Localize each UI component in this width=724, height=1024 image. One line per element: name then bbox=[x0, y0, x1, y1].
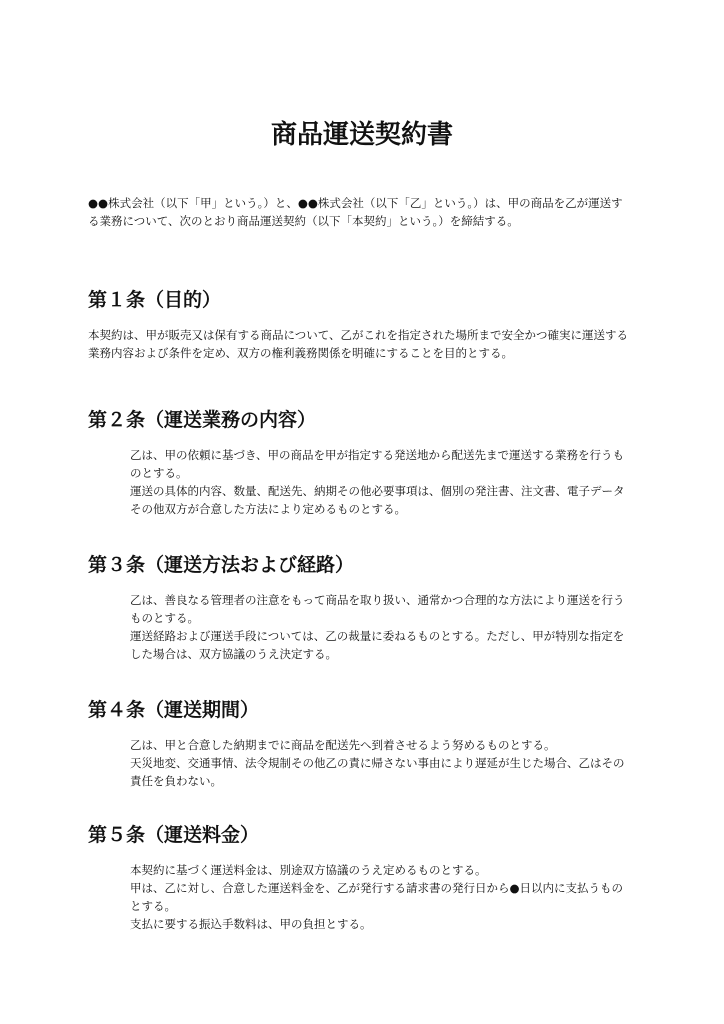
article-3 bbox=[88, 552, 633, 663]
article-paragraph: 本契約に基づく運送料金は、別途双方協議のうえ定めるものとする。 bbox=[130, 863, 487, 877]
preamble: ●●株式会社（以下「甲」という。）と、●●株式会社（以下「乙」という。）は、甲の商品を乙が運送する業務について、次のとおり商品運送契約（以下「本契約」という。）を締結する。 bbox=[88, 196, 623, 228]
article-1 bbox=[88, 287, 633, 362]
article-paragraph: 乙は、甲の依頼に基づき、甲の商品を甲が指定する発送地から配送先まで運送する業務を行うものとする。 bbox=[130, 448, 625, 480]
article-body bbox=[88, 446, 633, 518]
article-body bbox=[88, 326, 633, 362]
article-paragraph: 本契約は、甲が販売又は保有する商品について、乙がこれを指定された場所まで安全かつ確実に運送する業務内容および条件を定め、双方の権利義務関係を明確にすることを目的とする。 bbox=[88, 328, 629, 360]
article-body bbox=[88, 736, 633, 790]
document-title: 商品運送契約書 bbox=[270, 120, 453, 150]
article-paragraph: 天災地変、交通事情、法令規制その他乙の責に帰さない事由により遅延が生じた場合、乙はその責任を負わない。 bbox=[130, 756, 625, 788]
article-paragraph: 運送経路および運送手段については、乙の裁量に委ねるものとする。ただし、甲が特別な指定をした場合は、双方協議のうえ決定する。 bbox=[130, 629, 625, 661]
article-body bbox=[88, 861, 633, 933]
article-2 bbox=[88, 407, 633, 518]
article-heading: 第５条（運送料金） bbox=[88, 824, 260, 846]
article-4 bbox=[88, 697, 633, 790]
article-paragraph: 乙は、善良なる管理者の注意をもって商品を取り扱い、通常かつ合理的な方法により運送を行うものとする。 bbox=[130, 593, 625, 625]
article-heading: 第２条（運送業務の内容） bbox=[88, 409, 317, 431]
article-paragraph: 支払に要する振込手数料は、甲の負担とする。 bbox=[130, 917, 372, 931]
article-paragraph: 運送の具体的内容、数量、配送先、納期その他必要事項は、個別の発注書、注文書、電子データその他双方が合意した方法により定めるものとする。 bbox=[130, 484, 625, 516]
article-paragraph: 乙は、甲と合意した納期までに商品を配送先へ到着させるよう努めるものとする。 bbox=[130, 738, 556, 752]
article-heading: 第４条（運送期間） bbox=[88, 699, 260, 721]
article-5 bbox=[88, 822, 633, 933]
article-paragraph: 甲は、乙に対し、合意した運送料金を、乙が発行する請求書の発行日から●日以内に支払うものとする。 bbox=[130, 881, 624, 913]
article-heading: 第１条（目的） bbox=[88, 289, 222, 311]
article-body bbox=[88, 591, 633, 663]
article-heading: 第３条（運送方法および経路） bbox=[88, 554, 355, 576]
